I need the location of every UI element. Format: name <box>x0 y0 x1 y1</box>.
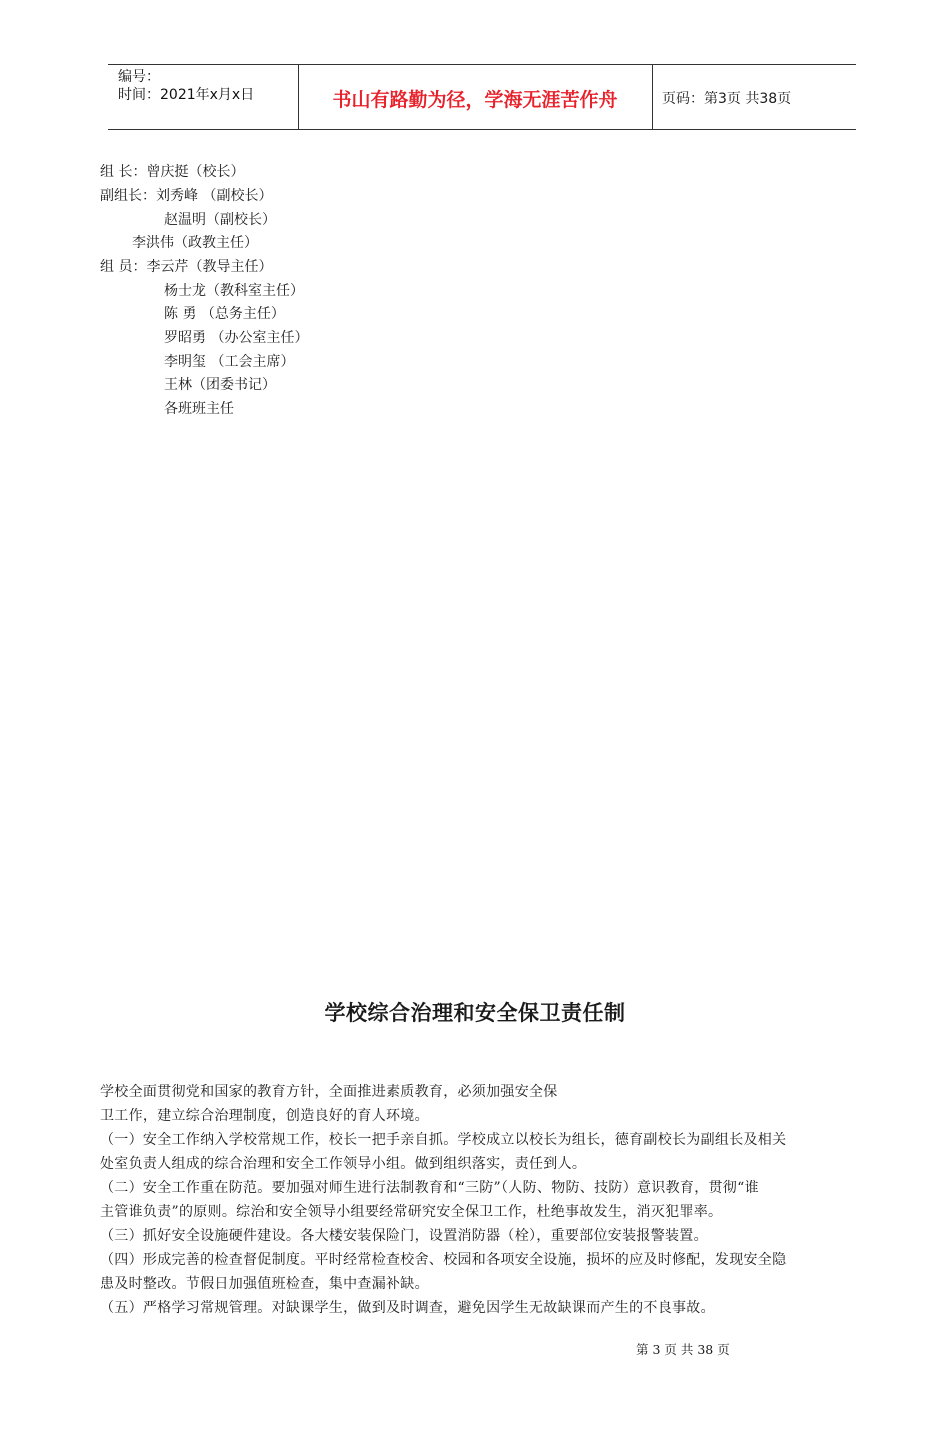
document-time-label: 时间：2021年x月x日 <box>118 87 255 103</box>
committee-member: 陈 勇 （总务主任） <box>164 306 285 322</box>
paragraph-line: （二）安全工作重在防范。要加强对师生进行法制教育和“三防”（人防、物防、技防）意识教育，贯彻“谁 <box>100 1180 759 1196</box>
paragraph-line: 学校全面贯彻党和国家的教育方针，全面推进素质教育，必须加强安全保 <box>100 1084 558 1100</box>
committee-deputy: 副组长：刘秀峰 （副校长） <box>100 188 273 204</box>
header-motto: 书山有路勤为径，学海无涯苦作舟 <box>332 89 618 111</box>
paragraph-line: （一）安全工作纳入学校常规工作，校长一把手亲自抓。学校成立以校长为组长，德育副校长为副组长及相关 <box>100 1132 787 1148</box>
page-header <box>108 64 856 130</box>
page-footer: 第 3 页 共 38 页 <box>636 1342 730 1357</box>
section-title: 学校综合治理和安全保卫责任制 <box>324 1001 626 1025</box>
header-page-info: 页码：第3页 共38页 <box>662 91 792 107</box>
paragraph-line: （五）严格学习常规管理。对缺课学生，做到及时调查，避免因学生无故缺课而产生的不良事故。 <box>100 1300 715 1316</box>
paragraph-line: 处室负责人组成的综合治理和安全工作领导小组。做到组织落实，责任到人。 <box>100 1156 587 1172</box>
committee-member: 各班班主任 <box>164 401 234 417</box>
committee-leader: 组 长：曾庆挺（校长） <box>100 164 245 180</box>
committee-member: 李明玺 （工会主席） <box>164 354 295 370</box>
paragraph-line: 患及时整改。节假日加强值班检查，集中查漏补缺。 <box>100 1276 429 1292</box>
committee-deputy: 李洪伟（政教主任） <box>132 235 258 251</box>
header-meta-cell <box>108 65 299 129</box>
paragraph-line: 卫工作，建立综合治理制度，创造良好的育人环境。 <box>100 1108 429 1124</box>
paragraph-line: （三）抓好安全设施硬件建设。各大楼安装保险门，设置消防器（栓），重要部位安装报警装置。 <box>100 1228 708 1244</box>
paragraph-line: 主管谁负责”的原则。综治和安全领导小组要经常研究安全保卫工作，杜绝事故发生，消灭犯罪率。 <box>100 1204 723 1220</box>
committee-member: 组 员：李云芹（教导主任） <box>100 259 273 275</box>
header-page-cell <box>652 65 856 129</box>
committee-member: 杨士龙（教科室主任） <box>164 283 304 299</box>
committee-deputy: 赵温明（副校长） <box>164 212 276 228</box>
committee-member: 罗昭勇 （办公室主任） <box>164 330 309 346</box>
header-motto-cell <box>298 65 653 129</box>
document-number-label: 编号： <box>118 69 160 85</box>
paragraph-line: （四）形成完善的检查督促制度。平时经常检查校舍、校园和各项安全设施，损坏的应及时修配，发现安全隐 <box>100 1252 787 1268</box>
committee-member: 王林（团委书记） <box>164 377 276 393</box>
